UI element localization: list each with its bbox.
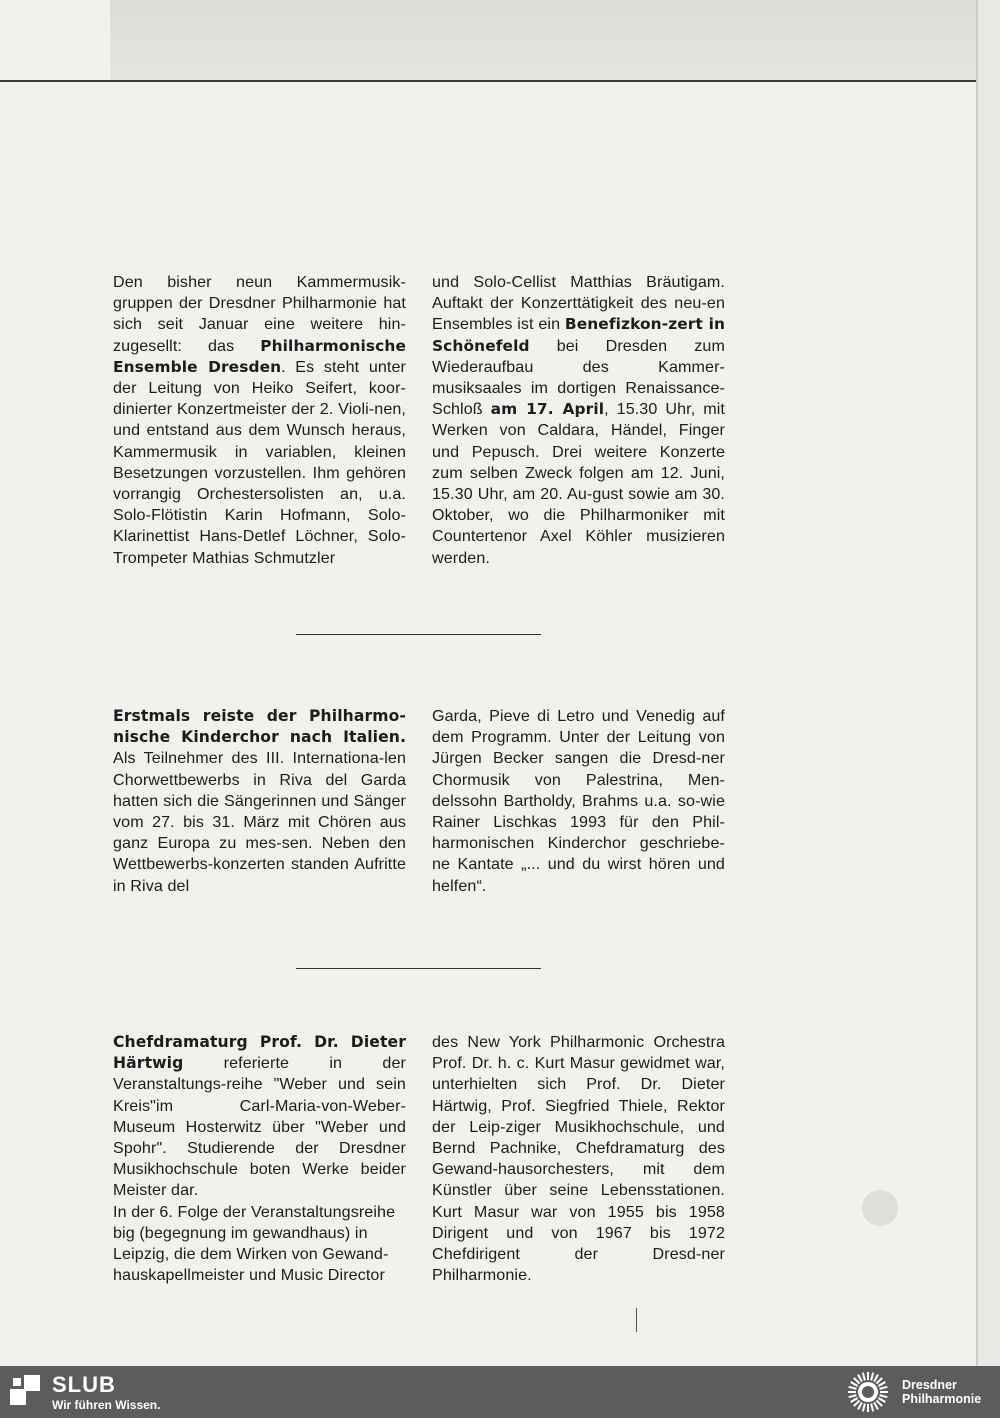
digitization-footer — [0, 1366, 1000, 1418]
slub-logo-icon — [10, 1375, 40, 1405]
body-text: bei Dresden zum Wiederaufbau des Kammer-musiksaales im dortigen Renaissance-Schloß — [432, 336, 725, 419]
article2-heading: Erstmals reiste der Philharmo-nische Kinderchor nach Italien. — [113, 707, 406, 747]
header-rule — [0, 80, 976, 82]
article3-right-column — [432, 1032, 725, 1286]
highlight-text: Benefizkon-zert in Schönefeld — [432, 315, 725, 355]
article2-right-body: Garda, Pieve di Letro und Venedig auf dem Programm. Unter der Leitung von Jürgen Becker sangen die Dresd-ner Chormusik von Palestrina, Men-delssohn Bartholdy, Brahms u.a. so-wie Rainer Lischkas 1993 für den Phil-harmonischen Kinderchor geschriebe-ne Kantate „... und du wirst hören und helfen“. — [432, 707, 725, 895]
highlight-text: am 17. April — [490, 400, 605, 419]
article2-left-body: Als Teilnehmer des III. Internationa-len Chorwettbewerbs in Riva del Garda hatten sich die Sängerinnen und Sänger vom 27. bis 31. März mit Chören aus ganz Europa zu mes-sen. Neben den Wettbewerbs-konzerten standen Aufritte in Riva del — [113, 749, 406, 895]
page-stain — [862, 1190, 898, 1226]
article3-heading: Chefdramaturg Prof. Dr. Dieter Härtwig — [113, 1033, 406, 1073]
dresdner-philharmonie-sun-logo-icon — [842, 1370, 894, 1414]
article2-left-column — [113, 706, 406, 897]
article1-right-column — [432, 272, 725, 569]
article2-right-column — [432, 706, 725, 897]
body-text: . Es steht unter der Leitung von Heiko Seifert, koor-dinierter Konzertmeister der 2. Violi-nen, und entstand aus dem Wunsch heraus, Kammermusik in variablen, kleinen Besetzungen vorzustellen. Ihm gehören vorrangig Orchestersolisten an, u.a. Solo-Flötistin Karin Hofmann, Solo-Klarinettist Hans-Detlef Löchner, Solo-Trompeter Mathias Schmutzler — [113, 357, 406, 567]
section-separator — [296, 968, 541, 969]
article3-left-body-2: In der 6. Folge der Veranstaltungsreihe big (begegnung im gewandhaus) in Leipzig, die dem Wirken von Gewand-hauskapellmeister und Music Director — [113, 1202, 396, 1285]
previous-page-edge — [110, 0, 976, 80]
highlight-text: Philharmonische Ensemble Dresden — [113, 336, 406, 376]
article3-right-body: des New York Philharmonic Orchestra Prof. Dr. h. c. Kurt Masur gewidmet war, unterhielten sich Prof. Dr. Dieter Härtwig, Prof. Siegfried Thiele, Rektor der Leip-ziger Musikhochschule, und Bernd Pachnike, Chefdramaturg des Gewand-hausorchesters, mit dem Künstler über seine Lebensstationen. Kurt Masur war von 1955 bis 1958 Dirigent und von 1967 bis 1972 Chefdirigent der Dresd-ner Philharmonie. — [432, 1033, 725, 1285]
article3-left-body-1: referierte in der Veranstaltungs-reihe "Weber und sein Kreis"im Carl-Maria-von-Weber-Museum Hosterwitz über "Weber und Spohr". Studierende der Dresdner Musikhochschule boten Werke beider Meister dar. — [113, 1054, 406, 1200]
body-text: Den bisher neun Kammermusik-gruppen der Dresdner Philharmonie hat sich seit Januar eine weitere hin-zugesellt: das — [113, 273, 406, 355]
article3-left-column — [113, 1032, 406, 1286]
body-text: und Solo-Cellist Matthias Bräutigam. Auftakt der Konzerttätigkeit des neu-en Ensembles ist ein — [432, 273, 725, 334]
article1-left-column — [113, 272, 406, 569]
body-text: , 15.30 Uhr, mit Werken von Caldara, Händel, Finger und Pepusch. Drei weitere Konzerte zum selben Zweck folgen am 12. Juni, 15.30 Uhr, am 20. Au-gust sowie am 30. Oktober, wo die Philharmoniker mit Countertenor Axel Köhler musizieren werden. — [432, 400, 725, 567]
slub-tagline: Wir führen Wissen. — [52, 1398, 161, 1412]
section-separator — [296, 634, 541, 635]
partner-name: Dresdner Philharmonie — [902, 1378, 982, 1406]
pencil-mark — [636, 1308, 637, 1332]
slub-name: SLUB — [52, 1372, 116, 1397]
